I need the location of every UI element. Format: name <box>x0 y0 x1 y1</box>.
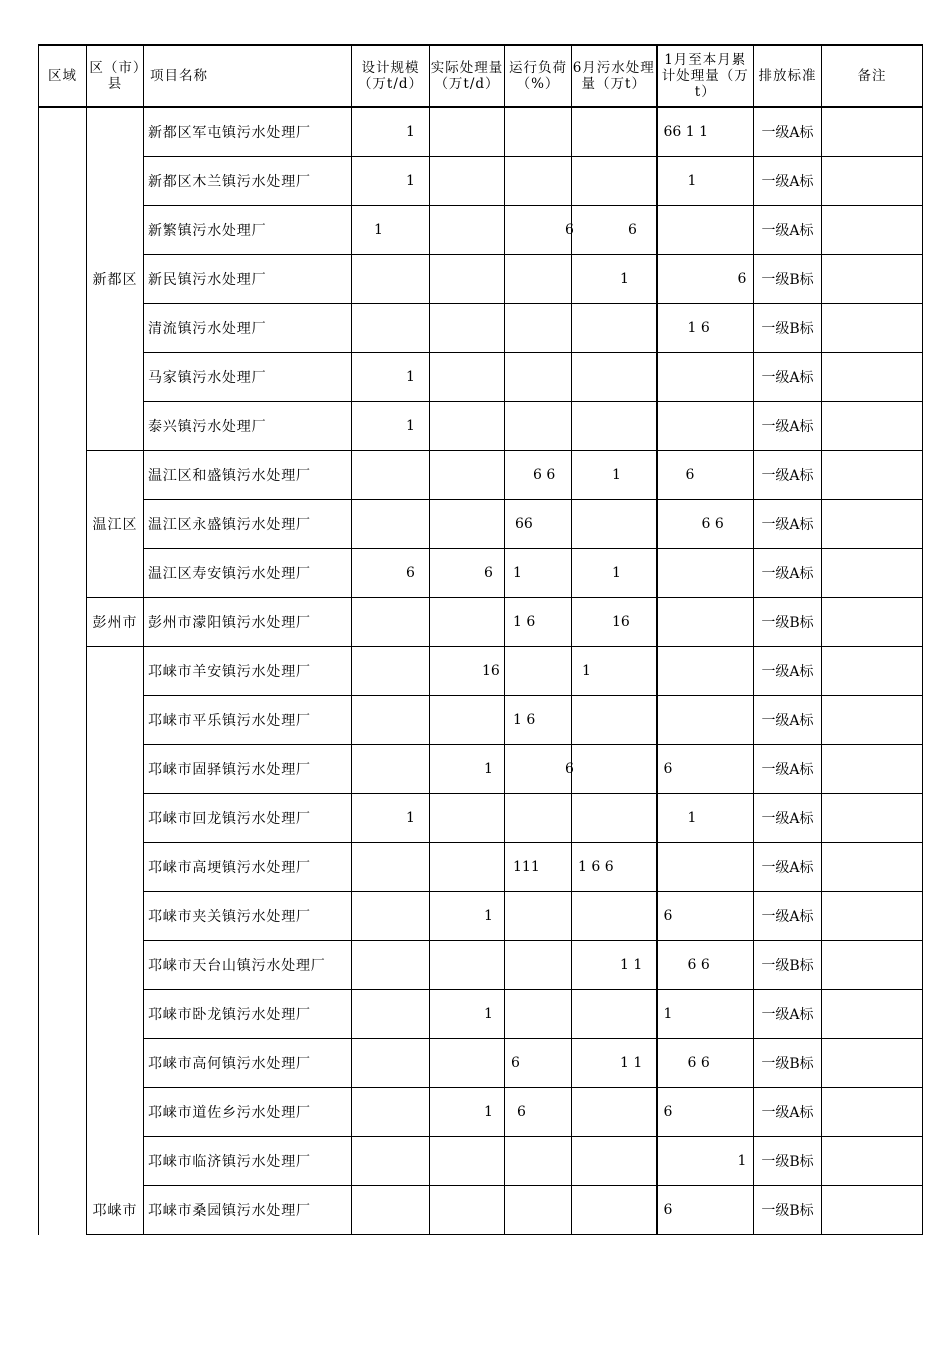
header-project: 项目名称 <box>144 45 352 107</box>
remark-cell <box>822 843 923 892</box>
table-row <box>39 843 923 892</box>
value-cell-june <box>572 745 657 794</box>
value-cell-actual <box>430 206 505 255</box>
value-cell-cum <box>657 843 754 892</box>
value-cell-june <box>572 843 657 892</box>
value-cell-june <box>572 794 657 843</box>
value-cell-june <box>572 402 657 451</box>
value-cell-cum <box>657 598 754 647</box>
value-design: 1 <box>406 124 415 140</box>
project-name: 邛崃市天台山镇污水处理厂 <box>144 941 352 990</box>
value-design: 1 <box>406 810 415 826</box>
header-design: 设计规模（万t/d） <box>352 45 430 107</box>
value-cell-actual <box>430 794 505 843</box>
value-cell-load <box>505 549 572 598</box>
value-cell-load <box>505 696 572 745</box>
table-row <box>39 500 923 549</box>
table-row <box>39 353 923 402</box>
header-standard: 排放标准 <box>754 45 822 107</box>
value-cell-load <box>505 598 572 647</box>
value-actual: 1 <box>484 1006 493 1022</box>
table-row <box>39 1186 923 1235</box>
emission-standard: 一级A标 <box>754 549 822 598</box>
remark-cell <box>822 157 923 206</box>
table-row <box>39 794 923 843</box>
value-cell-design <box>352 941 430 990</box>
header-june: 6月污水处理量（万t） <box>572 45 657 107</box>
value-cell-load <box>505 451 572 500</box>
table-row <box>39 549 923 598</box>
value-cell-actual <box>430 892 505 941</box>
value-cell-actual <box>430 304 505 353</box>
value-actual: 1 <box>484 908 493 924</box>
project-name: 邛崃市平乐镇污水处理厂 <box>144 696 352 745</box>
project-name: 邛崃市回龙镇污水处理厂 <box>144 794 352 843</box>
value-cell-load <box>505 745 572 794</box>
value-cum: 6 6 <box>687 1055 710 1071</box>
project-name: 泰兴镇污水处理厂 <box>144 402 352 451</box>
emission-standard: 一级A标 <box>754 451 822 500</box>
project-name: 清流镇污水处理厂 <box>144 304 352 353</box>
value-cell-cum <box>657 745 754 794</box>
value-cell-cum <box>657 304 754 353</box>
value-cell-load <box>505 794 572 843</box>
project-name: 邛崃市高埂镇污水处理厂 <box>144 843 352 892</box>
value-cell-actual <box>430 107 505 157</box>
emission-standard: 一级A标 <box>754 745 822 794</box>
table-row <box>39 647 923 696</box>
value-cum: 6 <box>737 271 747 287</box>
value-cell-actual <box>430 696 505 745</box>
project-name: 邛崃市固驿镇污水处理厂 <box>144 745 352 794</box>
value-design: 6 <box>406 565 415 581</box>
value-cell-design <box>352 353 430 402</box>
header-actual: 实际处理量（万t/d） <box>430 45 505 107</box>
value-cell-cum <box>657 353 754 402</box>
value-june: 16 <box>612 614 630 630</box>
value-cell-actual <box>430 549 505 598</box>
emission-standard: 一级B标 <box>754 304 822 353</box>
value-cell-cum <box>657 157 754 206</box>
value-cell-load <box>505 647 572 696</box>
project-name: 马家镇污水处理厂 <box>144 353 352 402</box>
remark-cell <box>822 794 923 843</box>
value-june: 1 6 6 <box>578 859 614 875</box>
project-name: 温江区永盛镇污水处理厂 <box>144 500 352 549</box>
value-cell-design <box>352 157 430 206</box>
value-cum: 1 <box>737 1153 747 1169</box>
value-cell-cum <box>657 696 754 745</box>
value-cell-actual <box>430 1137 505 1186</box>
value-actual: 1 <box>484 1104 493 1120</box>
value-cell-cum <box>657 451 754 500</box>
remark-cell <box>822 402 923 451</box>
value-cell-design <box>352 794 430 843</box>
project-name: 温江区寿安镇污水处理厂 <box>144 549 352 598</box>
project-name: 邛崃市桑园镇污水处理厂 <box>144 1186 352 1235</box>
emission-standard: 一级A标 <box>754 696 822 745</box>
value-june: 6 <box>628 222 637 238</box>
emission-standard: 一级B标 <box>754 1186 822 1235</box>
value-cell-load <box>505 206 572 255</box>
value-cell-cum <box>657 1039 754 1088</box>
emission-standard: 一级A标 <box>754 402 822 451</box>
remark-cell <box>822 1186 923 1235</box>
emission-standard: 一级B标 <box>754 255 822 304</box>
value-load: 6 <box>517 1104 526 1120</box>
emission-standard: 一级A标 <box>754 892 822 941</box>
value-cell-june <box>572 1137 657 1186</box>
value-cell-june <box>572 1088 657 1137</box>
header-remark: 备注 <box>822 45 923 107</box>
value-cell-june <box>572 451 657 500</box>
remark-cell <box>822 500 923 549</box>
remark-cell <box>822 255 923 304</box>
value-cell-actual <box>430 990 505 1039</box>
value-june: 1 <box>612 565 621 581</box>
value-cell-cum <box>657 402 754 451</box>
value-cell-load <box>505 353 572 402</box>
value-cell-cum <box>657 1137 754 1186</box>
district-cell: 邛崃市 <box>87 647 144 1235</box>
table-row <box>39 451 923 500</box>
value-cell-load <box>505 1186 572 1235</box>
table-row <box>39 941 923 990</box>
value-cell-design <box>352 647 430 696</box>
remark-cell <box>822 941 923 990</box>
value-cell-june <box>572 549 657 598</box>
value-cell-cum <box>657 941 754 990</box>
emission-standard: 一级A标 <box>754 206 822 255</box>
value-cum: 1 <box>687 810 697 826</box>
value-design: 1 <box>374 222 383 238</box>
value-cell-actual <box>430 255 505 304</box>
value-load: 111 <box>513 859 540 875</box>
table-row <box>39 255 923 304</box>
value-cell-cum <box>657 1186 754 1235</box>
value-cell-cum <box>657 255 754 304</box>
value-cell-design <box>352 451 430 500</box>
value-cell-load <box>505 255 572 304</box>
value-cell-design <box>352 304 430 353</box>
project-name: 邛崃市道佐乡污水处理厂 <box>144 1088 352 1137</box>
emission-standard: 一级A标 <box>754 107 822 157</box>
value-cell-june <box>572 990 657 1039</box>
project-name: 新民镇污水处理厂 <box>144 255 352 304</box>
value-cell-actual <box>430 941 505 990</box>
value-load: 6 <box>511 1055 520 1071</box>
value-design: 1 <box>406 418 415 434</box>
value-cum: 66 1 1 <box>663 124 709 140</box>
value-cell-actual <box>430 598 505 647</box>
value-june: 1 <box>582 663 591 679</box>
project-name: 彭州市濛阳镇污水处理厂 <box>144 598 352 647</box>
emission-standard: 一级A标 <box>754 647 822 696</box>
project-name: 新繁镇污水处理厂 <box>144 206 352 255</box>
remark-cell <box>822 1137 923 1186</box>
header-row <box>39 45 923 107</box>
value-cell-actual <box>430 843 505 892</box>
remark-cell <box>822 990 923 1039</box>
value-cell-june <box>572 206 657 255</box>
emission-standard: 一级B标 <box>754 1039 822 1088</box>
emission-standard: 一级A标 <box>754 843 822 892</box>
value-cum: 1 6 <box>687 320 710 336</box>
header-region: 区域 <box>39 45 87 107</box>
value-load: 66 <box>515 516 533 532</box>
value-cell-design <box>352 892 430 941</box>
header-district: 区（市）县 <box>87 45 144 107</box>
project-name: 新都区军屯镇污水处理厂 <box>144 107 352 157</box>
value-cell-load <box>505 1039 572 1088</box>
value-load: 6 <box>565 761 574 777</box>
value-actual: 16 <box>482 663 500 679</box>
remark-cell <box>822 353 923 402</box>
project-name: 邛崃市临济镇污水处理厂 <box>144 1137 352 1186</box>
value-load: 6 <box>565 222 574 238</box>
table-row <box>39 206 923 255</box>
value-cell-design <box>352 843 430 892</box>
emission-standard: 一级A标 <box>754 794 822 843</box>
table-row <box>39 157 923 206</box>
value-cell-actual <box>430 1039 505 1088</box>
project-name: 温江区和盛镇污水处理厂 <box>144 451 352 500</box>
value-cell-cum <box>657 794 754 843</box>
value-cell-cum <box>657 206 754 255</box>
project-name: 邛崃市羊安镇污水处理厂 <box>144 647 352 696</box>
table-row <box>39 304 923 353</box>
value-june: 1 1 <box>620 1055 643 1071</box>
value-load: 1 <box>513 565 522 581</box>
value-cell-load <box>505 892 572 941</box>
emission-standard: 一级A标 <box>754 990 822 1039</box>
value-cell-actual <box>430 1088 505 1137</box>
value-cum: 6 6 <box>701 516 724 532</box>
remark-cell <box>822 206 923 255</box>
value-cell-design <box>352 990 430 1039</box>
value-cell-load <box>505 107 572 157</box>
table-row <box>39 1088 923 1137</box>
value-design: 1 <box>406 173 415 189</box>
remark-cell <box>822 647 923 696</box>
value-june: 1 <box>620 271 629 287</box>
value-cell-cum <box>657 647 754 696</box>
value-cell-design <box>352 500 430 549</box>
value-actual: 1 <box>484 761 493 777</box>
value-cell-june <box>572 353 657 402</box>
emission-standard: 一级A标 <box>754 353 822 402</box>
region-cell <box>39 107 87 1235</box>
value-cell-june <box>572 1039 657 1088</box>
table-row <box>39 892 923 941</box>
value-cell-cum <box>657 107 754 157</box>
project-name: 新都区木兰镇污水处理厂 <box>144 157 352 206</box>
value-cell-june <box>572 647 657 696</box>
remark-cell <box>822 549 923 598</box>
emission-standard: 一级B标 <box>754 941 822 990</box>
value-cell-design <box>352 1088 430 1137</box>
value-cell-load <box>505 1137 572 1186</box>
value-load: 6 6 <box>533 467 556 483</box>
value-cell-june <box>572 255 657 304</box>
remark-cell <box>822 1088 923 1137</box>
value-cell-june <box>572 157 657 206</box>
value-cell-actual <box>430 451 505 500</box>
value-cell-cum <box>657 892 754 941</box>
value-cell-load <box>505 843 572 892</box>
value-cell-actual <box>430 500 505 549</box>
value-cell-cum <box>657 990 754 1039</box>
value-cell-load <box>505 1088 572 1137</box>
value-cell-load <box>505 304 572 353</box>
wastewater-plant-table <box>38 44 923 1235</box>
value-cell-actual <box>430 1186 505 1235</box>
emission-standard: 一级A标 <box>754 1088 822 1137</box>
value-cum: 6 <box>663 908 673 924</box>
table-row <box>39 598 923 647</box>
value-cell-design <box>352 598 430 647</box>
value-cell-june <box>572 941 657 990</box>
value-cell-june <box>572 696 657 745</box>
value-cell-june <box>572 892 657 941</box>
remark-cell <box>822 696 923 745</box>
value-cell-load <box>505 990 572 1039</box>
project-name: 邛崃市高何镇污水处理厂 <box>144 1039 352 1088</box>
value-cum: 6 <box>663 1202 673 1218</box>
value-actual: 6 <box>484 565 493 581</box>
value-cell-design <box>352 206 430 255</box>
value-load: 1 6 <box>513 614 536 630</box>
table-row <box>39 696 923 745</box>
remark-cell <box>822 892 923 941</box>
remark-cell <box>822 745 923 794</box>
value-cell-june <box>572 598 657 647</box>
value-cell-cum <box>657 500 754 549</box>
value-cell-load <box>505 402 572 451</box>
value-cell-june <box>572 1186 657 1235</box>
value-cell-june <box>572 500 657 549</box>
value-cell-load <box>505 157 572 206</box>
value-cell-cum <box>657 549 754 598</box>
value-cum: 6 <box>685 467 695 483</box>
table-row <box>39 107 923 157</box>
value-cell-design <box>352 1137 430 1186</box>
emission-standard: 一级B标 <box>754 598 822 647</box>
value-cell-design <box>352 107 430 157</box>
remark-cell <box>822 1039 923 1088</box>
district-cell: 新都区 <box>87 107 144 451</box>
project-name: 邛崃市卧龙镇污水处理厂 <box>144 990 352 1039</box>
district-cell: 温江区 <box>87 451 144 598</box>
emission-standard: 一级A标 <box>754 157 822 206</box>
value-cum: 6 <box>663 1104 673 1120</box>
value-cell-load <box>505 500 572 549</box>
district-cell: 彭州市 <box>87 598 144 647</box>
header-cumulative: 1月至本月累计处理量（万t） <box>657 45 754 107</box>
value-cell-june <box>572 107 657 157</box>
emission-standard: 一级B标 <box>754 1137 822 1186</box>
value-cell-design <box>352 1186 430 1235</box>
emission-standard: 一级A标 <box>754 500 822 549</box>
value-cell-actual <box>430 647 505 696</box>
value-cell-design <box>352 549 430 598</box>
remark-cell <box>822 451 923 500</box>
value-cum: 1 <box>663 1006 673 1022</box>
value-cell-design <box>352 255 430 304</box>
value-cell-design <box>352 745 430 794</box>
table-row <box>39 1039 923 1088</box>
value-load: 1 6 <box>513 712 536 728</box>
value-june: 1 1 <box>620 957 643 973</box>
table-row <box>39 402 923 451</box>
header-load: 运行负荷（%） <box>505 45 572 107</box>
value-cell-june <box>572 304 657 353</box>
value-cum: 1 <box>687 173 697 189</box>
value-cell-design <box>352 696 430 745</box>
remark-cell <box>822 304 923 353</box>
value-cum: 6 6 <box>687 957 710 973</box>
remark-cell <box>822 598 923 647</box>
remark-cell <box>822 107 923 157</box>
value-june: 1 <box>612 467 621 483</box>
value-cell-actual <box>430 157 505 206</box>
value-design: 1 <box>406 369 415 385</box>
table-row <box>39 745 923 794</box>
value-cell-load <box>505 941 572 990</box>
value-cell-design <box>352 402 430 451</box>
table-row <box>39 990 923 1039</box>
value-cell-actual <box>430 745 505 794</box>
value-cell-design <box>352 1039 430 1088</box>
value-cell-actual <box>430 353 505 402</box>
project-name: 邛崃市夹关镇污水处理厂 <box>144 892 352 941</box>
value-cell-actual <box>430 402 505 451</box>
table-row <box>39 1137 923 1186</box>
value-cell-cum <box>657 1088 754 1137</box>
value-cum: 6 <box>663 761 673 777</box>
